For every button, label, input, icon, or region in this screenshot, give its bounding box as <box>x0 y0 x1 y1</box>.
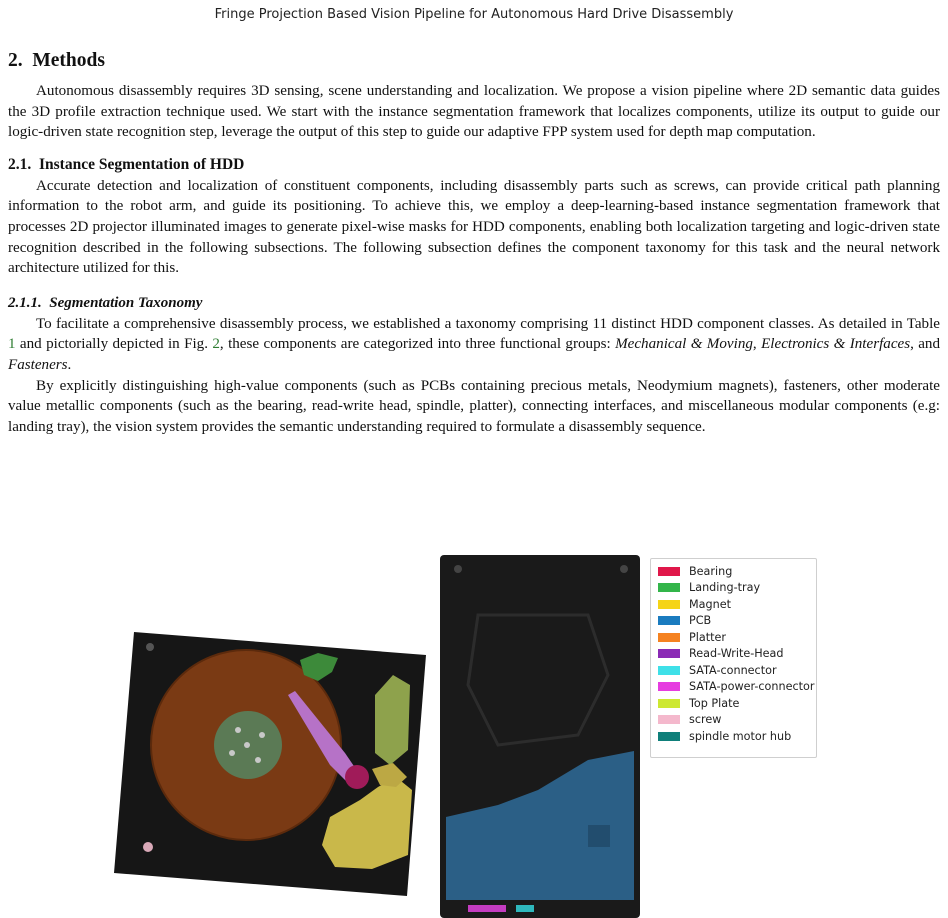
legend-item-landing-tray <box>658 581 760 595</box>
hub-screw <box>259 732 265 738</box>
legend-item-read-write-head <box>658 647 784 661</box>
methods-paragraph: Autonomous disassembly requires 3D sensing, scene understanding and localization. We propose a vision pipeline where 2D semantic data guides the 3D profile extraction technique used. We start with the instance segmentation framework that localizes components, utilize its output to guide our logic-driven state recognition step, leverage the output of this step to guide our adaptive FPP system used for depth map computation. <box>8 83 940 141</box>
legend-label: Read-Write-Head <box>689 647 784 660</box>
legend-item-bearing <box>658 564 732 578</box>
legend-label: PCB <box>689 614 712 627</box>
section-heading <box>8 50 940 72</box>
legend-swatch <box>658 666 680 675</box>
legend-item-pcb <box>658 614 711 628</box>
legend-swatch <box>658 699 680 708</box>
paper-body <box>8 50 940 437</box>
text-run: . <box>67 356 72 373</box>
legend-swatch <box>658 567 680 576</box>
legend-label: Landing-tray <box>689 581 761 594</box>
subsection-number: 2.1. <box>8 155 32 173</box>
legend-label: Magnet <box>689 597 731 611</box>
text-run: , and <box>910 336 941 353</box>
section-number: 2. <box>8 50 23 71</box>
running-head: Fringe Projection Based Vision Pipeline for Autonomous Hard Drive Disassembly <box>214 7 734 22</box>
hub-screw <box>235 727 241 733</box>
text-run: To facilitate a comprehensive disassembly process, we established a taxonomy comprising 11 distinct HDD component classes. As detailed in Table <box>36 315 940 332</box>
group-fasteners: Fasteners <box>8 356 68 373</box>
legend <box>650 558 817 758</box>
legend-item-sata-power-connector <box>658 680 814 694</box>
legend-item-sata-connector <box>658 663 777 677</box>
legend-item-top-plate <box>658 696 739 710</box>
legend-swatch <box>658 633 680 642</box>
legend-item-spindle-motor-hub <box>658 729 791 743</box>
sata-connector <box>516 905 534 912</box>
hdd-top-view-image <box>0 555 440 918</box>
hdd-bottom-view-image <box>438 555 648 918</box>
legend-swatch <box>658 682 680 691</box>
subsubsection-heading <box>8 293 940 313</box>
subsection-title: Instance Segmentation of HDD <box>39 155 245 173</box>
screw-mark <box>620 565 628 573</box>
text-run: , <box>752 336 762 353</box>
legend-label: SATA-connector <box>689 663 777 677</box>
legend-item-magnet <box>658 597 731 611</box>
pcb-chip <box>588 825 610 847</box>
taxonomy-paragraph <box>8 314 940 376</box>
legend-swatch <box>658 600 680 609</box>
figure-segmentation <box>0 555 948 918</box>
screw-mark <box>454 565 462 573</box>
hub-screw <box>229 750 235 756</box>
legend-item-platter <box>658 630 726 644</box>
hub-screw <box>255 757 261 763</box>
legend-label: Top Plate <box>689 696 740 710</box>
subsubsection-number: 2.1.1. <box>8 294 42 311</box>
hub-screw <box>244 742 250 748</box>
legend-label: screw <box>689 713 722 726</box>
screw-mark <box>143 842 153 852</box>
legend-swatch <box>658 715 680 724</box>
legend-swatch <box>658 583 680 592</box>
legend-swatch <box>658 616 680 625</box>
subsection-heading <box>8 155 940 175</box>
subsubsection-title: Segmentation Taxonomy <box>49 294 203 311</box>
sata-power-connector <box>468 905 506 912</box>
section-title: Methods <box>32 50 105 71</box>
figure-reference-link[interactable]: 2 <box>212 336 220 353</box>
table-reference-link[interactable]: 1 <box>8 336 16 353</box>
legend-label: spindle motor hub <box>689 729 792 743</box>
legend-item-screw <box>658 713 721 727</box>
screw-mark <box>146 643 154 651</box>
legend-label: Bearing <box>689 564 733 578</box>
group-mechanical: Mechanical & Moving <box>615 336 753 353</box>
text-run: , these components are categorized into three functional groups: <box>219 336 616 353</box>
text-run: and pictorially depicted in Fig. <box>15 336 213 353</box>
legend-label: SATA-power-connector <box>689 680 815 693</box>
group-electronics: Electronics & Interfaces <box>761 336 911 353</box>
instance-segmentation-paragraph: Accurate detection and localization of constituent components, including disassembly parts such as screws, can provide critical path planning information to the robot arm, and guide its positioning. To achieve this, we employ a deep-learning-based instance segmentation framework that processes 2D projector illuminated images to generate pixel-wise masks for HDD components, enabling both localization targeting and logic-driven state recognition described in the following subsections. The following subsection defines the component taxonomy for this task and the neural network architecture utilized for this. <box>8 177 940 277</box>
legend-swatch <box>658 649 680 658</box>
legend-label: Platter <box>689 630 726 644</box>
legend-swatch <box>658 732 680 741</box>
bearing <box>345 765 369 789</box>
value-paragraph: By explicitly distinguishing high-value components (such as PCBs containing precious metals, Neodymium magnets), fasteners, other moderate value metallic components (such as the bearing, read-write head, spindle, platter), connecting interfaces, and miscellaneous modular components (e.g: landing tray), the vision system provides the semantic understanding required to formulate a disassembly sequence. <box>8 377 940 435</box>
